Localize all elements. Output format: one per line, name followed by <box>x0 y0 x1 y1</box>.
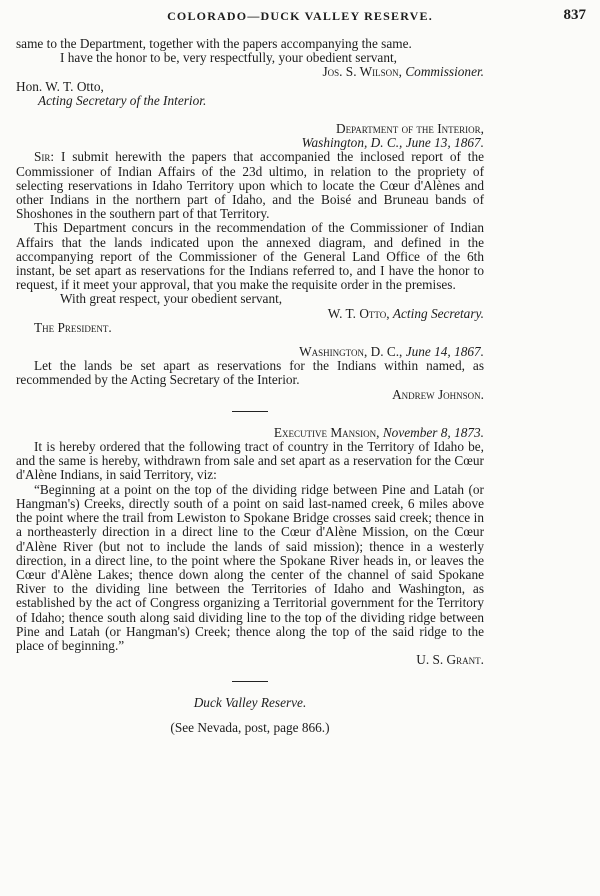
section-divider <box>232 411 268 412</box>
letter1-signature <box>16 65 484 79</box>
section-title: Duck Valley Reserve. <box>193 695 307 711</box>
page-number: 837 <box>563 7 586 23</box>
letter1-signer-title: Commissioner. <box>405 64 484 80</box>
section-note: (See Nevada, post, page 866.) <box>170 719 330 735</box>
letter2-closing: With great respect, your obedient servant, <box>60 291 283 307</box>
letter2-signer-title: Acting Secretary. <box>392 305 484 321</box>
order2-place: Executive Mansion, <box>273 424 380 440</box>
letter2-signer-name: W. T. Otto, <box>327 305 390 321</box>
order2-description: “Beginning at a point on the top of the dividing ridge between Pine and Latah (or Hangman's) Creeks, directly south of a point on said last-named creek, 6 miles above the point where the trail from Lewiston to Spokane Bridge crosses said creek; thence in a northeasterly direction in a direct line to the Cœur d'Alène Mission, on the Cœur d'Alène River (but not to include the lands of said mission); thence in a westerly direction, in a direct line, to the point where the Spokane River heads in, or leaves the Cœur d'Alène Lakes; thence down along the center of the channel of said Spokane River to the dividing line between the Territories of Idaho and Washington, as established by the act of Congress organizing a Territorial government for the Territory of Idaho; thence south along said dividing line to the top of the dividing ridge between Pine and Latah (or Hangman's) Creek; thence along the top of the said ridge to the place of beginning.” <box>16 481 484 653</box>
letter2-place-date: Washington, D. C., June 13, 1867. <box>301 135 484 151</box>
letter2-para1-text: I submit herewith the papers that accompanied the inclosed report of the Commissioner of Indian Affairs of the 23d ultimo, in relation to the propriety of selecting reservations in Idaho Territory upon which to locate the Cœur d'Alènes and other Indians in the northern part of Idaho, and the Boisé and Bruneau bands of Shoshones in the southern part of that Territory. <box>16 149 484 222</box>
page-body <box>16 37 484 735</box>
letter2-addressee: The President. <box>34 319 112 335</box>
letter2-signature <box>16 307 484 321</box>
section-divider <box>232 681 268 682</box>
letter1-addressee-name: Hon. W. T. Otto, <box>16 78 104 94</box>
order1-date: June 14, 1867. <box>405 344 484 360</box>
letter2-dept: Department of the Interior, <box>336 121 484 137</box>
order2-date: November 8, 1873. <box>382 424 484 440</box>
letter2-salutation: Sir: <box>34 149 55 165</box>
order1-signer: Andrew Johnson. <box>392 386 484 402</box>
letter1-continued-text: same to the Department, together with the papers accompanying the same. <box>16 36 412 51</box>
letter2-para1 <box>16 150 484 221</box>
order1-text: Let the lands be set apart as reservations for the Indians within named, as recommended by the Acting Secretary of the Interior. <box>16 358 484 388</box>
running-title: COLORADO—DUCK VALLEY RESERVE. <box>167 9 433 23</box>
order1-place-date <box>16 345 484 359</box>
page-header <box>0 9 600 27</box>
order2-signer: U. S. Grant. <box>416 652 484 668</box>
order1-place: Washington, D. C., <box>299 344 403 360</box>
order2-intro: It is hereby ordered that the following tract of country in the Territory of Idaho be, and the same is hereby, withdrawn from sale and set apart as a reservation for the Cœur d'Alène Indians, in said Territory, viz: <box>16 439 484 483</box>
letter2-para2: This Department concurs in the recommendation of the Commissioner of Indian Affairs that the lands indicated upon the annexed diagram, and defined in the accompanying report of the Commissioner of the General Land Office of the 6th instant, be set apart as reservations for the Indians referred to, and I have the honor to request, if it meet your approval, that you make the requisite order in the premises. <box>16 220 484 293</box>
order2-place-date <box>16 426 484 440</box>
letter1-addressee-title: Acting Secretary of the Interior. <box>38 92 207 108</box>
letter1-signer-name: Jos. S. Wilson, <box>322 64 402 80</box>
letter1-closing: I have the honor to be, very respectfully, your obedient servant, <box>60 50 397 66</box>
